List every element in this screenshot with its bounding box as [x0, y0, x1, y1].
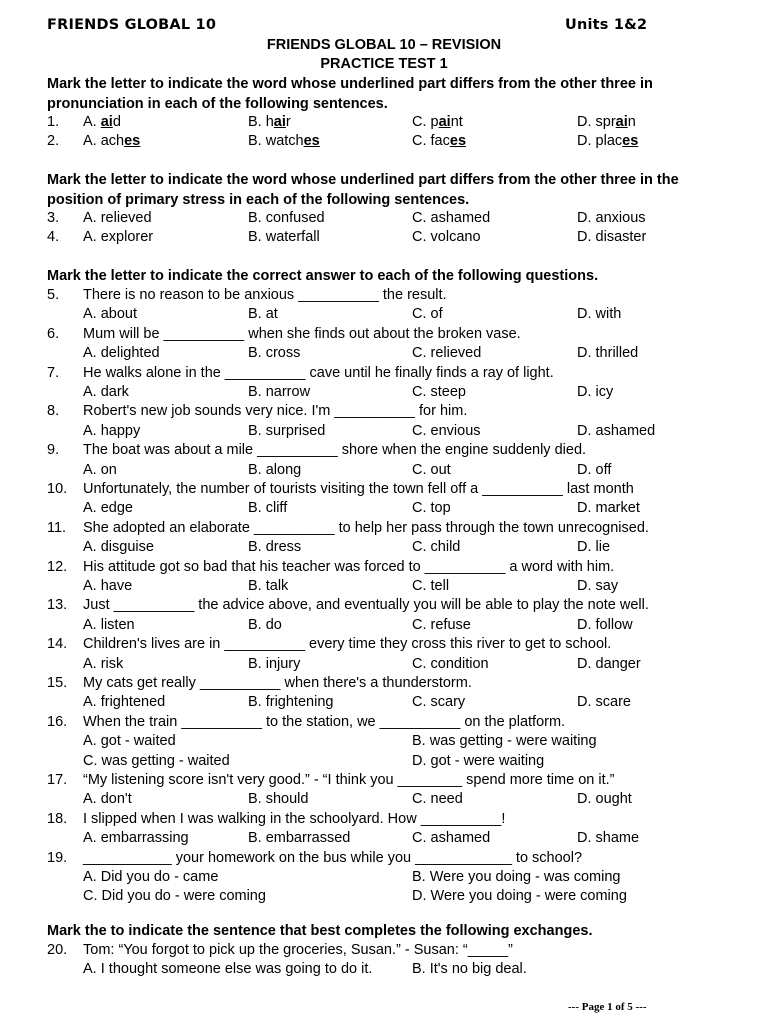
question-line	[0, 635, 768, 654]
question-line	[0, 732, 768, 751]
question-number: 8.	[47, 403, 60, 420]
answer-option: B. surprised	[248, 422, 326, 439]
question-stem: Robert's new job sounds very nice. I'm __________ for him.	[83, 403, 468, 420]
question-number: 9.	[47, 442, 60, 459]
answer-option: D. ought	[577, 791, 632, 808]
answer-option: C. need	[412, 791, 463, 808]
question-stem: Children's lives are in __________ every time they cross this river to get to school.	[83, 636, 612, 653]
answer-option: C. ashamed	[412, 210, 491, 226]
answer-option: C. of	[412, 306, 443, 323]
underlined-part: ai	[438, 114, 451, 130]
question-line	[0, 325, 768, 344]
answer-option: C. top	[412, 500, 451, 517]
answer-option: A. explorer	[83, 229, 154, 246]
question-line	[0, 286, 768, 305]
answer-option	[248, 132, 320, 151]
question-line	[0, 655, 768, 674]
question-number: 12.	[47, 558, 68, 575]
answer-option: D. with	[577, 306, 622, 323]
question-line	[0, 228, 768, 247]
test-title: FRIENDS GLOBAL 10 – REVISION	[266, 37, 502, 53]
question-number: 20.	[47, 942, 68, 958]
answer-option: B. dress	[248, 539, 302, 556]
question-stem: His attitude got so bad that his teacher was forced to __________ a word with him.	[83, 558, 615, 575]
question-line	[0, 441, 768, 460]
answer-option: B. should	[248, 791, 309, 808]
test-title: PRACTICE TEST 1	[320, 56, 448, 72]
option-text: A. ach	[83, 133, 125, 150]
question-line	[0, 364, 768, 383]
answer-option: A. on	[83, 461, 117, 478]
question-number: 10.	[47, 481, 68, 497]
option-text: r	[285, 114, 291, 130]
question-line	[0, 538, 768, 557]
question-line	[0, 305, 768, 324]
answer-option: C. tell	[412, 578, 450, 594]
answer-option: A. have	[83, 578, 133, 594]
question-number: 7.	[47, 364, 60, 381]
question-line	[0, 558, 768, 577]
question-number: 14.	[47, 636, 68, 653]
answer-option: B. frightening	[248, 694, 334, 711]
question-line	[0, 132, 768, 151]
question-stem: My cats get really __________ when there's a thunderstorm.	[83, 675, 472, 691]
option-text: B. watch	[248, 133, 304, 150]
question-line	[0, 771, 768, 790]
option-text: C. p	[412, 114, 439, 130]
question-stem: When the train __________ to the station, we __________ on the platform.	[83, 713, 566, 730]
answer-option: D. thrilled	[577, 345, 639, 362]
question-stem: ___________ your homework on the bus while you ____________ to school?	[83, 849, 583, 866]
section-instruction: Mark the to indicate the sentence that best completes the following exchanges.	[47, 923, 593, 939]
underlined-part: ai	[100, 114, 113, 130]
question-stem: He walks alone in the __________ cave until he finally finds a ray of light.	[83, 364, 554, 381]
answer-option: C. relieved	[412, 345, 482, 362]
question-number: 1.	[47, 114, 60, 130]
question-line	[0, 941, 768, 960]
underlined-part: es	[124, 133, 141, 150]
page-number: --- Page 1 of 5 ---	[568, 1001, 647, 1013]
answer-option: A. happy	[83, 422, 141, 439]
question-line	[0, 849, 768, 868]
question-line	[0, 577, 768, 596]
answer-option: C. ashamed	[412, 830, 491, 847]
answer-option: A. dark	[83, 384, 129, 400]
underlined-part: es	[303, 133, 320, 150]
question-line	[0, 383, 768, 402]
option-text: D. spr	[577, 114, 616, 130]
question-number: 17.	[47, 772, 68, 788]
answer-option	[577, 132, 638, 151]
answer-option: A. listen	[83, 616, 135, 633]
underlined-part: ai	[273, 114, 286, 130]
question-number: 18.	[47, 810, 68, 827]
answer-option: A. got - waited	[83, 733, 176, 750]
answer-option: C. envious	[412, 422, 481, 439]
answer-option: A. relieved	[83, 210, 152, 226]
question-line	[0, 480, 768, 499]
question-number: 15.	[47, 675, 68, 691]
question-line	[0, 752, 768, 771]
question-stem: Just __________ the advice above, and eventually you will be able to play the note well.	[83, 597, 649, 614]
answer-option: C. refuse	[412, 616, 471, 633]
answer-option: D. icy	[577, 384, 614, 400]
answer-option: D. Were you doing - were coming	[412, 888, 627, 905]
question-line	[0, 344, 768, 363]
question-line	[0, 113, 768, 132]
answer-option: A. disguise	[83, 539, 154, 556]
answer-option	[83, 132, 140, 151]
answer-option: D. follow	[577, 616, 633, 633]
answer-option: B. at	[248, 306, 278, 323]
question-number: 5.	[47, 287, 60, 303]
question-stem: The boat was about a mile __________ shore when the engine suddenly died.	[83, 442, 587, 459]
question-number: 19.	[47, 849, 68, 866]
question-stem: She adopted an elaborate __________ to help her pass through the town unrecognised.	[83, 519, 649, 536]
answer-option: B. confused	[248, 210, 325, 226]
answer-option: A. risk	[83, 655, 124, 672]
answer-option: A. edge	[83, 500, 133, 517]
answer-option	[412, 113, 463, 132]
answer-option: D. market	[577, 500, 640, 517]
answer-option: A. embarrassing	[83, 830, 189, 847]
question-line	[0, 209, 768, 228]
answer-option: B. It's no big deal.	[412, 961, 527, 978]
option-text: B. h	[248, 114, 274, 130]
question-stem: Tom: “You forgot to pick up the groceries, Susan.” - Susan: “_____”	[83, 942, 513, 958]
answer-option: B. waterfall	[248, 229, 320, 246]
question-line	[0, 402, 768, 421]
option-text: n	[627, 114, 636, 130]
section-instruction: Mark the letter to indicate the word whose underlined part differs from the other three in the position of primary stress in each of the following sentences.	[47, 172, 679, 208]
answer-option: B. do	[248, 616, 282, 633]
answer-option: D. danger	[577, 655, 641, 672]
question-line	[0, 596, 768, 615]
question-line	[0, 887, 768, 906]
answer-option: C. Did you do - were coming	[83, 888, 266, 905]
answer-option: B. talk	[248, 578, 289, 594]
question-line	[0, 713, 768, 732]
answer-option: D. disaster	[577, 229, 647, 246]
answer-option: B. along	[248, 461, 302, 478]
answer-option: C. was getting - waited	[83, 752, 230, 769]
answer-option: C. scary	[412, 694, 466, 711]
answer-option	[412, 132, 466, 151]
answer-option	[248, 113, 291, 132]
question-number: 6.	[47, 325, 60, 342]
question-line	[0, 422, 768, 441]
answer-option: B. injury	[248, 655, 301, 672]
answer-option: A. Did you do - came	[83, 869, 219, 885]
answer-option: D. got - were waiting	[412, 752, 545, 769]
answer-option: D. anxious	[577, 210, 646, 226]
underlined-part: ai	[615, 114, 628, 130]
answer-option: B. cross	[248, 345, 301, 362]
answer-option: D. off	[577, 461, 612, 478]
question-number: 4.	[47, 229, 60, 246]
question-line	[0, 810, 768, 829]
answer-option: C. volcano	[412, 229, 481, 246]
question-number: 3.	[47, 210, 60, 226]
book-title: FRIENDS GLOBAL 10	[47, 17, 217, 33]
answer-option: A. delighted	[83, 345, 160, 362]
answer-option	[577, 113, 636, 132]
question-stem: There is no reason to be anxious __________ the result.	[83, 287, 447, 303]
answer-option: D. shame	[577, 830, 640, 847]
question-line	[0, 674, 768, 693]
section-instruction: Mark the letter to indicate the word whose underlined part differs from the other three in pronunciation in each of the following sentences.	[47, 76, 653, 112]
question-number: 13.	[47, 597, 68, 614]
question-line	[0, 790, 768, 809]
question-line	[0, 693, 768, 712]
underlined-part: es	[449, 133, 467, 150]
question-line	[0, 829, 768, 848]
answer-option: D. scare	[577, 694, 631, 711]
answer-option: C. condition	[412, 655, 489, 672]
option-text: D. plac	[577, 133, 623, 150]
answer-option: A. frightened	[83, 694, 166, 711]
question-stem: Unfortunately, the number of tourists visiting the town fell off a __________ last month	[83, 481, 634, 497]
answer-option: A. I thought someone else was going to do it.	[83, 961, 373, 978]
question-stem: “My listening score isn't very good.” - “I think you ________ spend more time on it.”	[83, 772, 615, 788]
question-number: 16.	[47, 713, 68, 730]
option-text: nt	[450, 114, 463, 130]
answer-option: A. don't	[83, 791, 132, 808]
question-number: 11.	[47, 519, 67, 536]
answer-option: D. lie	[577, 539, 611, 556]
answer-option: D. ashamed	[577, 422, 656, 439]
question-number: 2.	[47, 133, 60, 150]
answer-option: B. Were you doing - was coming	[412, 869, 621, 885]
option-text: A.	[83, 114, 101, 130]
answer-option: A. about	[83, 306, 138, 323]
question-stem: Mum will be __________ when she finds out about the broken vase.	[83, 325, 521, 342]
answer-option: D. say	[577, 578, 619, 594]
answer-option	[83, 113, 121, 132]
question-line	[0, 616, 768, 635]
answer-option: B. cliff	[248, 500, 288, 517]
answer-option: C. child	[412, 539, 461, 556]
question-line	[0, 499, 768, 518]
question-line	[0, 868, 768, 887]
section-instruction: Mark the letter to indicate the correct answer to each of the following questions.	[47, 268, 599, 284]
units-label: Units 1&2	[565, 17, 648, 33]
answer-option: B. was getting - were waiting	[412, 733, 597, 750]
question-stem: I slipped when I was walking in the schoolyard. How __________!	[83, 810, 506, 827]
option-text: d	[112, 114, 121, 130]
answer-option: B. embarrassed	[248, 830, 351, 847]
answer-option: C. out	[412, 461, 451, 478]
underlined-part: es	[622, 133, 639, 150]
question-line	[0, 519, 768, 538]
answer-option: C. steep	[412, 384, 466, 400]
question-line	[0, 960, 768, 979]
question-line	[0, 461, 768, 480]
option-text: C. fac	[412, 133, 450, 150]
answer-option: B. narrow	[248, 384, 311, 400]
